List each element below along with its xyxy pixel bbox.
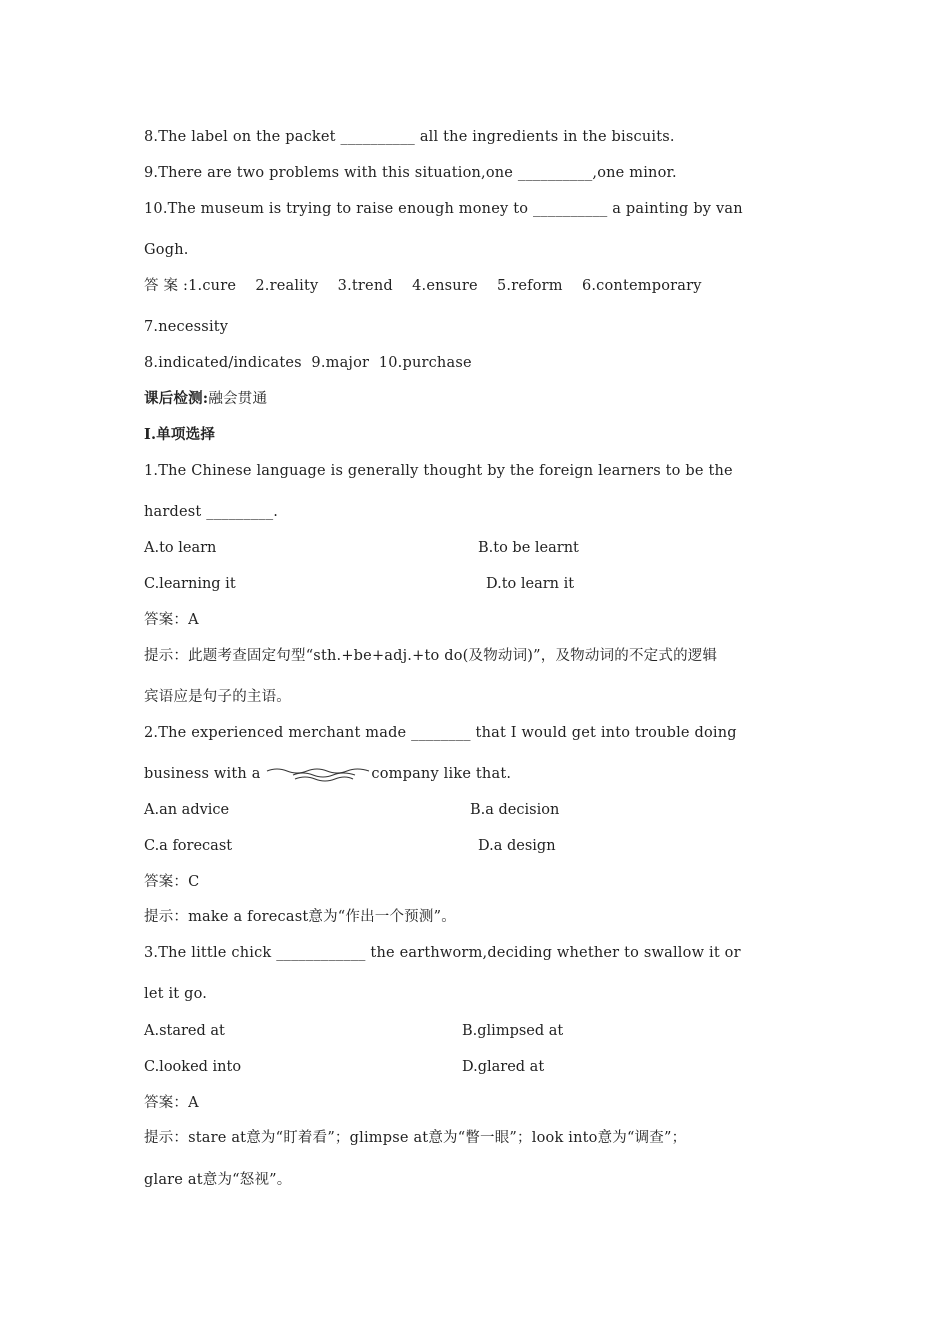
- mc-question-1-line1: 1.The Chinese language is generally thought by the foreign learners to be the: [144, 463, 733, 479]
- option-2d: D.a design: [478, 838, 556, 854]
- mc-question-2-line2: [144, 764, 511, 784]
- question-9: 9.There are two problems with this situation,one __________,one minor.: [144, 165, 677, 181]
- section-bold-label: 课后检测:: [144, 390, 209, 407]
- option-1b: B.to be learnt: [478, 540, 579, 556]
- mc-question-1-line2: hardest _________.: [144, 504, 279, 520]
- option-2c: C.a forecast: [144, 838, 233, 854]
- option-2a: A.an advice: [144, 802, 230, 818]
- answer-2: 答案：C: [144, 874, 200, 890]
- question-10-line1: [144, 199, 806, 219]
- option-3c: C.looked into: [144, 1059, 242, 1075]
- question-10-text: 10.The museum is trying to raise enough money to __________ a painting by van: [144, 201, 743, 217]
- question-8: 8.The label on the packet __________ all the ingredients in the biscuits.: [144, 129, 675, 145]
- answer-1: 答案：A: [144, 612, 199, 628]
- answers-line1: 答 案 :1.cure 2.reality 3.trend 4.ensure 5.reform 6.contemporary: [144, 278, 702, 294]
- answer-3: 答案：A: [144, 1095, 199, 1111]
- section-heading: [144, 389, 267, 409]
- option-1c: C.learning it: [144, 576, 236, 592]
- section-subtitle: Ⅰ.单项选择: [144, 426, 216, 443]
- option-1d: D.to learn it: [486, 576, 575, 592]
- hint-1-line1: 提示：此题考查固定句型“sth.+be+adj.+to do(及物动词)”，及物动词的不定式的逻辑: [144, 648, 718, 664]
- mc-question-2-text-b: company like that.: [371, 766, 512, 782]
- mc-question-3-line2: let it go.: [144, 986, 208, 1002]
- option-3d: D.glared at: [462, 1059, 545, 1075]
- question-10-line2: Gogh.: [144, 242, 189, 258]
- hint-3-line2: glare at意为“怒视”。: [144, 1172, 292, 1188]
- answers-line3: 8.indicated/indicates 9.major 10.purchase: [144, 355, 472, 371]
- hint-2: 提示：make a forecast意为“作出一个预测”。: [144, 909, 456, 925]
- wavy-underline-icon: [265, 766, 371, 782]
- answers-line2: 7.necessity: [144, 319, 229, 335]
- mc-question-2-line1: 2.The experienced merchant made ________ that I would get into trouble doing: [144, 725, 737, 741]
- option-3a: A.stared at: [144, 1023, 225, 1039]
- option-1a: A.to learn: [144, 540, 217, 556]
- section-title: 融会贯通: [208, 391, 268, 407]
- mc-question-2-text-a: business with a: [144, 766, 266, 782]
- hint-1-line2: 宾语应是句子的主语。: [144, 689, 291, 705]
- option-2b: B.a decision: [470, 802, 560, 818]
- option-3b: B.glimpsed at: [462, 1023, 564, 1039]
- hint-3-line1: 提示：stare at意为“盯着看”；glimpse at意为“瞥一眼”；look into意为“调查”；: [144, 1130, 687, 1146]
- mc-question-3-line1: 3.The little chick ____________ the earthworm,deciding whether to swallow it or: [144, 945, 741, 961]
